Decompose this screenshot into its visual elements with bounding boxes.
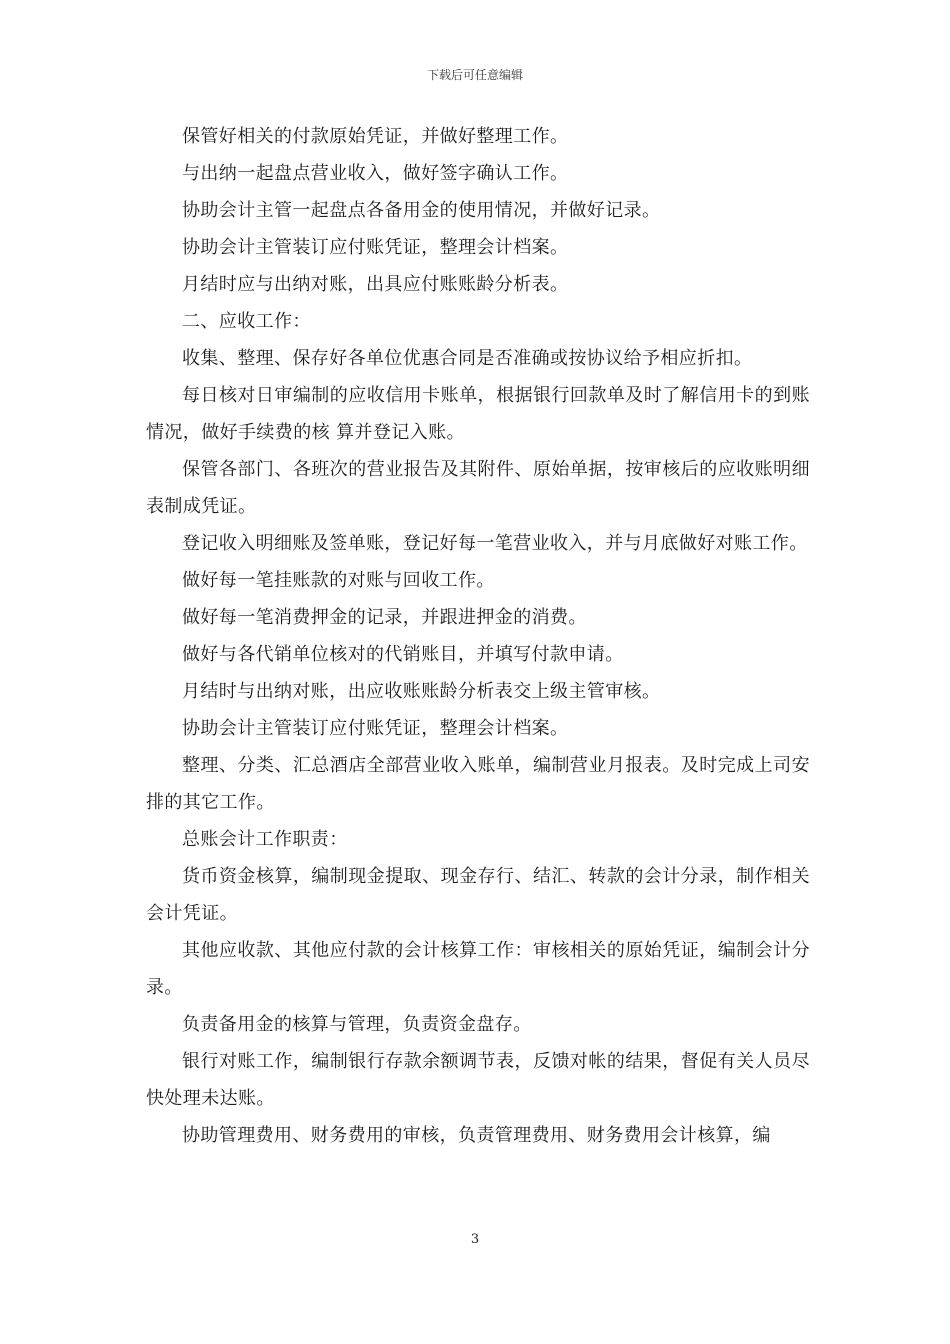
paragraph: 月结时与出纳对账，出应收账账龄分析表交上级主管审核。	[182, 681, 661, 702]
paragraph: 协助会计主管装订应付账凭证，整理会计档案。	[182, 718, 569, 739]
paragraph: 银行对账工作，编制银行存款余额调节表，反馈对帐的结果，督促有关人员尽快处理未达账。	[146, 1051, 810, 1109]
page-number: 3	[470, 1232, 480, 1247]
section-heading: 二、应收工作：	[182, 311, 311, 332]
paragraph: 收集、整理、保存好各单位优惠合同是否准确或按协议给予相应折扣。	[182, 348, 753, 369]
paragraph: 做好每一笔挂账款的对账与回收工作。	[182, 570, 495, 591]
paragraph: 协助会计主管一起盘点各备用金的使用情况，并做好记录。	[182, 200, 661, 221]
paragraph: 做好每一笔消费押金的记录，并跟进押金的消费。	[182, 607, 587, 628]
document-body	[146, 118, 810, 1154]
paragraph: 货币资金核算，编制现金提取、现金存行、结汇、转款的会计分录，制作相关会计凭证。	[146, 866, 810, 924]
paragraph: 负责备用金的核算与管理，负责资金盘存。	[182, 1014, 532, 1035]
paragraph: 做好与各代销单位核对的代销账目，并填写付款申请。	[182, 644, 624, 665]
paragraph: 保管各部门、各班次的营业报告及其附件、原始单据，按审核后的应收账明细表制成凭证。	[146, 459, 810, 517]
paragraph: 协助管理费用、财务费用的审核，负责管理费用、财务费用会计核算，编	[182, 1125, 771, 1146]
paragraph: 登记收入明细账及签单账，登记好每一笔营业收入，并与月底做好对账工作。	[182, 533, 808, 554]
section-heading: 总账会计工作职责：	[182, 829, 348, 850]
paragraph: 与出纳一起盘点营业收入，做好签字确认工作。	[182, 163, 569, 184]
paragraph: 协助会计主管装订应付账凭证，整理会计档案。	[182, 237, 569, 258]
paragraph: 月结时应与出纳对账，出具应付账账龄分析表。	[182, 274, 569, 295]
paragraph: 每日核对日审编制的应收信用卡账单，根据银行回款单及时了解信用卡的到账情况，做好手续费的核 算并登记入账。	[146, 385, 810, 443]
paragraph: 保管好相关的付款原始凭证，并做好整理工作。	[182, 126, 569, 147]
page-header: 下载后可任意编辑	[426, 68, 523, 82]
paragraph: 其他应收款、其他应付款的会计核算工作：审核相关的原始凭证，编制会计分录。	[146, 940, 810, 998]
paragraph: 整理、分类、汇总酒店全部营业收入账单，编制营业月报表。及时完成上司安排的其它工作。	[146, 755, 810, 813]
